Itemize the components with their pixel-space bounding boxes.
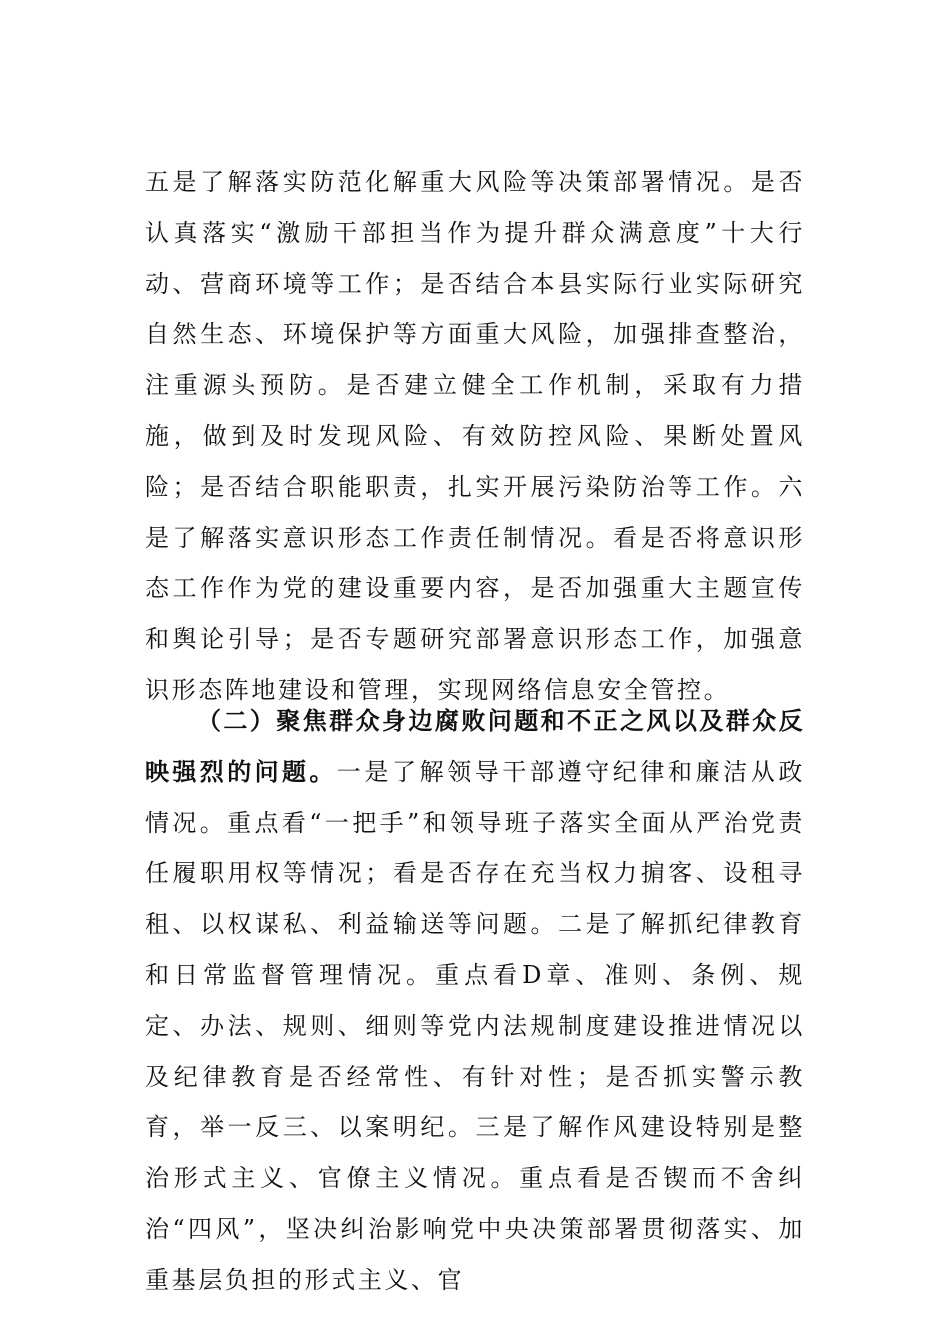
section-body: 一是了解领导干部遵守纪律和廉洁从政情况。重点看“一把手”和领导班子落实全面从严治党责任履职用权等情况；看是否存在充当权力掮客、设租寻租、以权谋私、利益输送等问题。二是了解抓纪律教育和日常监督管理情况。重点看D章、准则、条例、规定、办法、规则、细则等党内法规制度建设推进情况以及纪律教育是否经常性、有针对性；是否抓实警示教育，举一反三、以案明纪。三是了解作风建设特别是整治形式主义、官僚主义情况。重点看是否锲而不舍纠治“四风”，坚决纠治影响党中央决策部署贯彻落实、加重基层负担的形式主义、官 [145,757,805,1294]
section-heading: （二）聚焦群众身边腐败问题和不正之风以及群众反映强烈的问题。 [145,707,805,786]
paragraph-risk-and-ideology: 五是了解落实防范化解重大风险等决策部署情况。是否认真落实“激励干部担当作为提升群众满意度”十大行动、营商环境等工作；是否结合本县实际行业实际研究自然生态、环境保护等方面重大风险，加强排查整治，注重源头预防。是否建立健全工作机制，采取有力措施，做到及时发现风险、有效防控风险、果断处置风险；是否结合职能职责，扎实开展污染防治等工作。六是了解落实意识形态工作责任制情况。看是否将意识形态工作作为党的建设重要内容，是否加强重大主题宣传和舆论引导；是否专题研究部署意识形态工作，加强意识形态阵地建设和管理，实现网络信息安全管控。 [145,168,805,704]
paragraph-corruption-issues [145,696,805,1306]
